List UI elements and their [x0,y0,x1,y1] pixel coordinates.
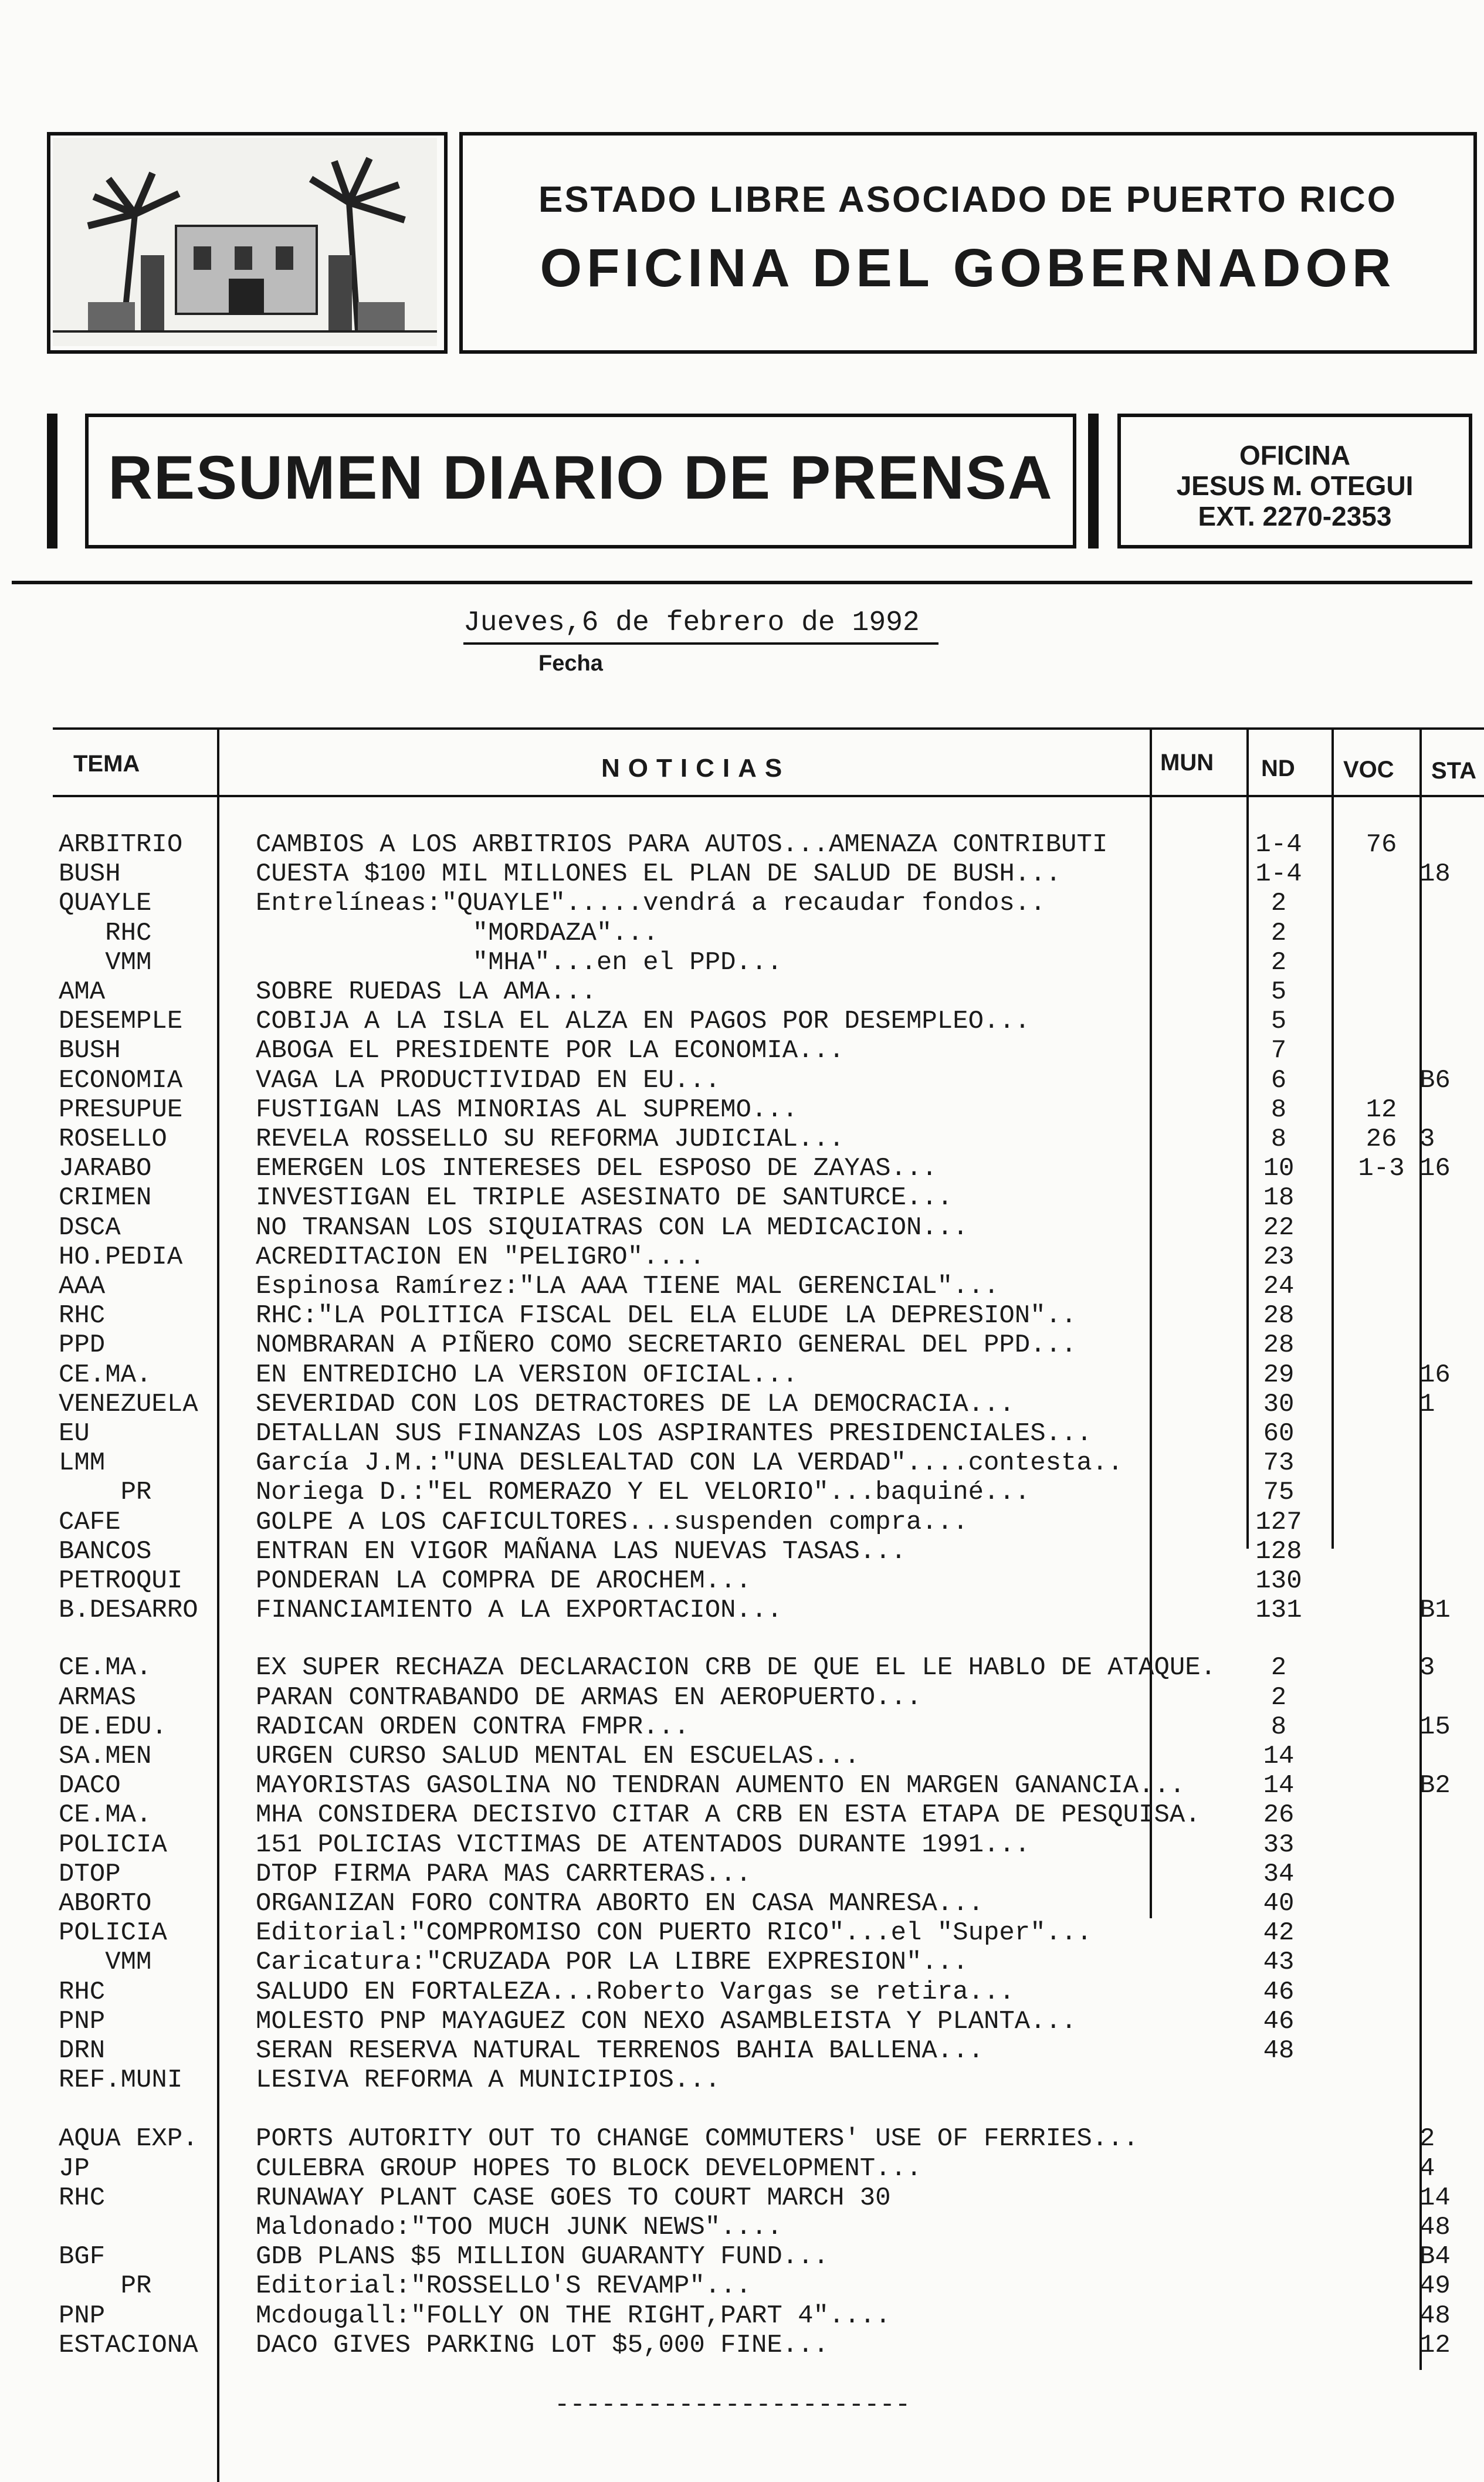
table-row [0,1360,1484,1390]
nd-cell: 42 [1263,1918,1295,1948]
tema-cell: DSCA [59,1213,121,1242]
nd-cell: 26 [1263,1800,1295,1830]
table-row [0,1653,1484,1682]
nd-cell: 43 [1263,1948,1295,1978]
tema-cell: PNP [59,2006,106,2036]
table-row [0,1007,1484,1036]
noticia-cell: INVESTIGAN EL TRIPLE ASESINATO DE SANTURCE... [256,1183,953,1213]
noticia-cell: MHA CONSIDERA DECISIVO CITAR A CRB EN ESTA ETAPA DE PESQUISA. [256,1800,1201,1830]
tema-cell: PRESUPUE [59,1095,183,1125]
noticia-cell: SALUDO EN FORTALEZA...Roberto Vargas se retira... [256,1977,1015,2007]
noticia-cell: DTOP FIRMA PARA MAS CARRTERAS... [256,1859,751,1889]
noticia-cell: Maldonado:"TOO MUCH JUNK NEWS".... [256,2213,782,2242]
sta-cell: 12 [1419,2330,1451,2360]
table-row [0,2124,1484,2153]
header-line1: ESTADO LIBRE ASOCIADO DE PUERTO RICO [538,180,1398,220]
noticia-cell: PORTS AUTORITY OUT TO CHANGE COMMUTERS' USE OF FERRIES... [256,2124,1139,2154]
nd-cell: 131 [1255,1596,1302,1626]
nd-cell: 1-4 [1255,830,1302,859]
noticia-cell: RADICAN ORDEN CONTRA FMPR... [256,1712,690,1742]
tema-cell: RHC [59,2183,106,2213]
noticia-cell: SERAN RESERVA NATURAL TERRENOS BAHIA BALLENA... [256,2036,984,2065]
sta-cell: 18 [1419,859,1451,889]
table-row [0,2301,1484,2331]
sta-cell: 49 [1419,2271,1451,2301]
nd-cell: 14 [1263,1742,1295,1771]
noticia-cell: URGEN CURSO SALUD MENTAL EN ESCUELAS... [256,1742,860,1771]
tema-cell: CAFE [59,1507,121,1537]
table-row [0,1948,1484,1977]
sta-cell: B6 [1419,1065,1451,1095]
nd-cell: 24 [1263,1272,1295,1301]
table-row [0,2065,1484,2095]
table-row [0,889,1484,918]
banner-title: RESUMEN DIARIO DE PRENSA [108,443,1053,512]
nd-cell: 33 [1263,1830,1295,1860]
tema-cell: SA.MEN [59,1742,152,1771]
sta-cell: 3 [1419,1653,1435,1683]
nd-cell: 2 [1270,947,1287,977]
tema-cell: RHC [59,918,152,948]
header-line2: OFICINA DEL GOBERNADOR [540,238,1396,298]
noticia-cell: "MORDAZA"... [256,918,659,948]
noticia-cell: NO TRANSAN LOS SIQUIATRAS CON LA MEDICACION... [256,1213,968,1242]
noticia-cell: Mcdougall:"FOLLY ON THE RIGHT,PART 4".... [256,2301,891,2331]
noticia-cell: MAYORISTAS GASOLINA NO TENDRAN AUMENTO EN MARGEN GANANCIA... [256,1771,1185,1801]
noticia-cell: Entrelíneas:"QUAYLE".....vendrá a recaudar fondos.. [256,889,1046,919]
table-row [0,1154,1484,1183]
sta-cell: B4 [1419,2242,1451,2272]
tema-cell: DACO [59,1771,121,1801]
nd-cell: 28 [1263,1301,1295,1331]
noticia-cell: EX SUPER RECHAZA DECLARACION CRB DE QUE EL LE HABLO DE ATAQUE. [256,1653,1217,1683]
table-row [0,1125,1484,1154]
noticia-cell: EN ENTREDICHO LA VERSION OFICIAL... [256,1360,798,1390]
nd-cell: 128 [1255,1536,1302,1566]
table-row [0,859,1484,889]
governor-mansion-building-icon [53,138,437,346]
tema-cell: CRIMEN [59,1183,152,1213]
sta-cell: 3 [1419,1125,1435,1154]
table-row [0,1566,1484,1596]
noticia-cell: Caricatura:"CRUZADA POR LA LIBRE EXPRESION"... [256,1948,968,1978]
tema-cell: PR [59,1478,152,1508]
table-row [0,1183,1484,1213]
tema-cell: HO.PEDIA [59,1242,183,1272]
noticia-cell: Editorial:"ROSSELLO'S REVAMP"... [256,2271,751,2301]
noticia-cell: NOMBRARAN A PIÑERO COMO SECRETARIO GENERAL DEL PPD... [256,1330,1077,1360]
nd-cell: 5 [1270,977,1287,1007]
table-row [0,1213,1484,1242]
noticia-cell: ABOGA EL PRESIDENTE POR LA ECONOMIA... [256,1036,845,1066]
noticia-cell: Editorial:"COMPROMISO CON PUERTO RICO"...el "Super"... [256,1918,1092,1948]
noticia-cell: GDB PLANS $5 MILLION GUARANTY FUND... [256,2242,829,2272]
tema-cell: PR [59,2271,152,2301]
nd-cell: 40 [1263,1889,1295,1918]
table-row [0,1683,1484,1712]
col-mun: MUN [1160,750,1214,776]
nd-cell: 28 [1263,1330,1295,1360]
tema-cell: AMA [59,977,106,1007]
table-row [0,1242,1484,1272]
tema-cell: BUSH [59,1036,121,1066]
table-row [0,2007,1484,2036]
noticia-cell: SEVERIDAD CON LOS DETRACTORES DE LA DEMOCRACIA... [256,1389,1015,1419]
tema-cell: BGF [59,2242,106,2272]
table-row [0,2331,1484,2360]
noticia-cell: RUNAWAY PLANT CASE GOES TO COURT MARCH 30 [256,2183,891,2213]
table-row [0,948,1484,977]
tema-cell: ABORTO [59,1889,152,1918]
tema-cell: EU [59,1419,90,1448]
nd-cell: 73 [1263,1448,1295,1478]
tema-cell: VMM [59,947,152,977]
voc-cell: 76 [1366,830,1397,859]
nd-cell: 29 [1263,1360,1295,1390]
nd-cell: 48 [1263,2036,1295,2065]
tema-cell: DTOP [59,1859,121,1889]
noticia-cell: ACREDITACION EN "PELIGRO".... [256,1242,705,1272]
noticia-cell: Noriega D.:"EL ROMERAZO Y EL VELORIO"...baquiné... [256,1478,1031,1508]
office-line3: EXT. 2270-2353 [1198,501,1392,531]
noticia-cell: "MHA"...en el PPD... [256,947,782,977]
tema-cell: RHC [59,1977,106,2007]
table-row [0,2242,1484,2271]
nd-cell: 5 [1270,1007,1287,1037]
date-value: Jueves,6 de febrero de 1992 [463,607,920,639]
banner-right-bar [1088,414,1099,548]
noticia-cell: CULEBRA GROUP HOPES TO BLOCK DEVELOPMENT... [256,2153,922,2183]
noticia-cell: ORGANIZAN FORO CONTRA ABORTO EN CASA MANRESA... [256,1889,984,1918]
table-row [0,1918,1484,1948]
sta-cell: 48 [1419,2213,1451,2242]
banner-divider [12,581,1472,584]
table-row [0,1978,1484,2007]
table-row [0,1830,1484,1860]
nd-cell: 8 [1270,1712,1287,1742]
nd-cell: 30 [1263,1389,1295,1419]
table-header-rule [53,795,1484,797]
tema-cell: BANCOS [59,1536,152,1566]
tema-cell: POLICIA [59,1918,167,1948]
table-row [0,1272,1484,1301]
tema-cell: BUSH [59,859,121,889]
nd-cell: 8 [1270,1095,1287,1125]
noticia-cell: FUSTIGAN LAS MINORIAS AL SUPREMO... [256,1095,798,1125]
tema-cell: VMM [59,1948,152,1978]
sta-cell: 14 [1419,2183,1451,2213]
tema-cell: CE.MA. [59,1800,152,1830]
office-line1: OFICINA [1239,440,1351,470]
sta-cell: 48 [1419,2301,1451,2331]
noticia-cell: DETALLAN SUS FINANZAS LOS ASPIRANTES PRESIDENCIALES... [256,1419,1092,1448]
table-row [0,2154,1484,2183]
nd-cell: 22 [1263,1213,1295,1242]
table-row [0,1419,1484,1448]
table-row [0,977,1484,1007]
tema-cell: RHC [59,1301,106,1331]
table-row [0,1390,1484,1419]
sta-cell: 16 [1419,1360,1451,1390]
col-tema: TEMA [73,751,140,777]
noticia-cell: RHC:"LA POLITICA FISCAL DEL ELA ELUDE LA DEPRESION".. [256,1301,1077,1331]
tema-cell: JP [59,2153,90,2183]
nd-cell: 18 [1263,1183,1295,1213]
tema-cell: B.DESARRO [59,1596,198,1626]
noticia-cell: MOLESTO PNP MAYAGUEZ CON NEXO ASAMBLEISTA Y PLANTA... [256,2006,1077,2036]
tema-cell: DESEMPLE [59,1007,183,1037]
nd-cell: 34 [1263,1859,1295,1889]
noticia-cell: ENTRAN EN VIGOR MAÑANA LAS NUEVAS TASAS... [256,1536,906,1566]
nd-cell: 130 [1255,1566,1302,1596]
noticia-cell: GOLPE A LOS CAFICULTORES...suspenden compra... [256,1507,968,1537]
sta-cell: 15 [1419,1712,1451,1742]
nd-cell: 7 [1270,1036,1287,1066]
nd-cell: 46 [1263,1977,1295,2007]
sta-cell: 4 [1419,2153,1435,2183]
banner-left-bar [47,414,57,548]
nd-cell: 1-4 [1255,859,1302,889]
noticia-cell: VAGA LA PRODUCTIVIDAD EN EU... [256,1065,721,1095]
tema-cell: DRN [59,2036,106,2065]
tema-cell: PETROQUI [59,1566,183,1596]
footer-rule: ----------------------- [554,2390,911,2420]
table-row [0,830,1484,859]
tema-cell: ECONOMIA [59,1065,183,1095]
tema-cell: JARABO [59,1154,152,1184]
table-row [0,2183,1484,2213]
table-row [0,919,1484,948]
office-line2: JESUS M. OTEGUI [1176,470,1414,501]
tema-cell: CE.MA. [59,1653,152,1683]
nd-cell: 46 [1263,2006,1295,2036]
tema-cell: DE.EDU. [59,1712,167,1742]
nd-cell: 2 [1270,1682,1287,1712]
tema-cell: ROSELLO [59,1125,167,1154]
nd-cell: 75 [1263,1478,1295,1508]
noticia-cell: CAMBIOS A LOS ARBITRIOS PARA AUTOS...AMENAZA CONTRIBUTI [256,830,1108,859]
table-row [0,1095,1484,1125]
tema-cell: POLICIA [59,1830,167,1860]
noticia-cell: SOBRE RUEDAS LA AMA... [256,977,597,1007]
date-label: Fecha [538,651,603,676]
table-row [0,1330,1484,1360]
nd-cell: 14 [1263,1771,1295,1801]
nd-cell: 6 [1270,1065,1287,1095]
sta-cell: B1 [1419,1596,1451,1626]
tema-cell: REF.MUNI [59,2065,183,2095]
nd-cell: 23 [1263,1242,1295,1272]
tema-cell: PPD [59,1330,106,1360]
tema-cell: LMM [59,1448,106,1478]
tema-cell: AAA [59,1272,106,1301]
tema-cell: CE.MA. [59,1360,152,1390]
table-row [0,1537,1484,1566]
col-nd: ND [1261,756,1295,781]
table-row [0,1448,1484,1478]
tema-cell: ARMAS [59,1682,137,1712]
table-row [0,1036,1484,1065]
noticia-cell: EMERGEN LOS INTERESES DEL ESPOSO DE ZAYAS... [256,1154,937,1184]
voc-cell: 26 [1366,1125,1397,1154]
table-row [0,1860,1484,1889]
table-row [0,1742,1484,1771]
table-row [0,1478,1484,1507]
noticia-cell: FINANCIAMIENTO A LA EXPORTACION... [256,1596,782,1626]
table-row [0,1596,1484,1625]
noticia-cell: Espinosa Ramírez:"LA AAA TIENE MAL GERENCIAL"... [256,1272,1000,1301]
tema-cell: PNP [59,2301,106,2331]
table-row [0,2213,1484,2242]
col-voc: VOC [1343,757,1394,783]
noticia-cell: PONDERAN LA COMPRA DE AROCHEM... [256,1566,751,1596]
sta-cell: 2 [1419,2124,1435,2154]
nd-cell: 2 [1270,1653,1287,1683]
voc-cell: 1-3 [1358,1154,1405,1184]
sta-cell: B2 [1419,1771,1451,1801]
noticia-cell: PARAN CONTRABANDO DE ARMAS EN AEROPUERTO... [256,1682,922,1712]
table-row [0,2271,1484,2301]
table-row [0,1889,1484,1918]
nd-cell: 127 [1255,1507,1302,1537]
nd-cell: 8 [1270,1125,1287,1154]
col-sta: STA [1431,758,1477,784]
nd-cell: 2 [1270,918,1287,948]
table-row [0,1712,1484,1742]
tema-cell: AQUA EXP. [59,2124,198,2154]
table-row [0,1066,1484,1095]
sta-cell: 16 [1419,1154,1451,1184]
noticia-cell: COBIJA A LA ISLA EL ALZA EN PAGOS POR DESEMPLEO... [256,1007,1031,1037]
noticia-cell: DACO GIVES PARKING LOT $5,000 FINE... [256,2330,829,2360]
sta-cell: 1 [1419,1389,1435,1419]
table-row [0,1301,1484,1330]
table-top-rule [53,727,1484,730]
tema-cell: ESTACIONA [59,2330,198,2360]
noticia-cell: 151 POLICIAS VICTIMAS DE ATENTADOS DURANTE 1991... [256,1830,1031,1860]
noticia-cell: CUESTA $100 MIL MILLONES EL PLAN DE SALUD DE BUSH... [256,859,1062,889]
table-row [0,1771,1484,1800]
nd-cell: 2 [1270,889,1287,919]
date-underline [463,642,938,645]
tema-cell: QUAYLE [59,889,152,919]
table-row [0,1508,1484,1537]
tema-cell: ARBITRIO [59,830,183,859]
noticia-cell: REVELA ROSSELLO SU REFORMA JUDICIAL... [256,1125,845,1154]
nd-cell: 10 [1263,1154,1295,1184]
voc-cell: 12 [1366,1095,1397,1125]
col-noticias: NOTICIAS [601,754,791,783]
noticia-cell: LESIVA REFORMA A MUNICIPIOS... [256,2065,721,2095]
table-row [0,1800,1484,1830]
noticia-cell: García J.M.:"UNA DESLEALTAD CON LA VERDAD"....contesta.. [256,1448,1123,1478]
tema-cell: VENEZUELA [59,1389,198,1419]
table-row [0,2036,1484,2065]
nd-cell: 60 [1263,1419,1295,1448]
